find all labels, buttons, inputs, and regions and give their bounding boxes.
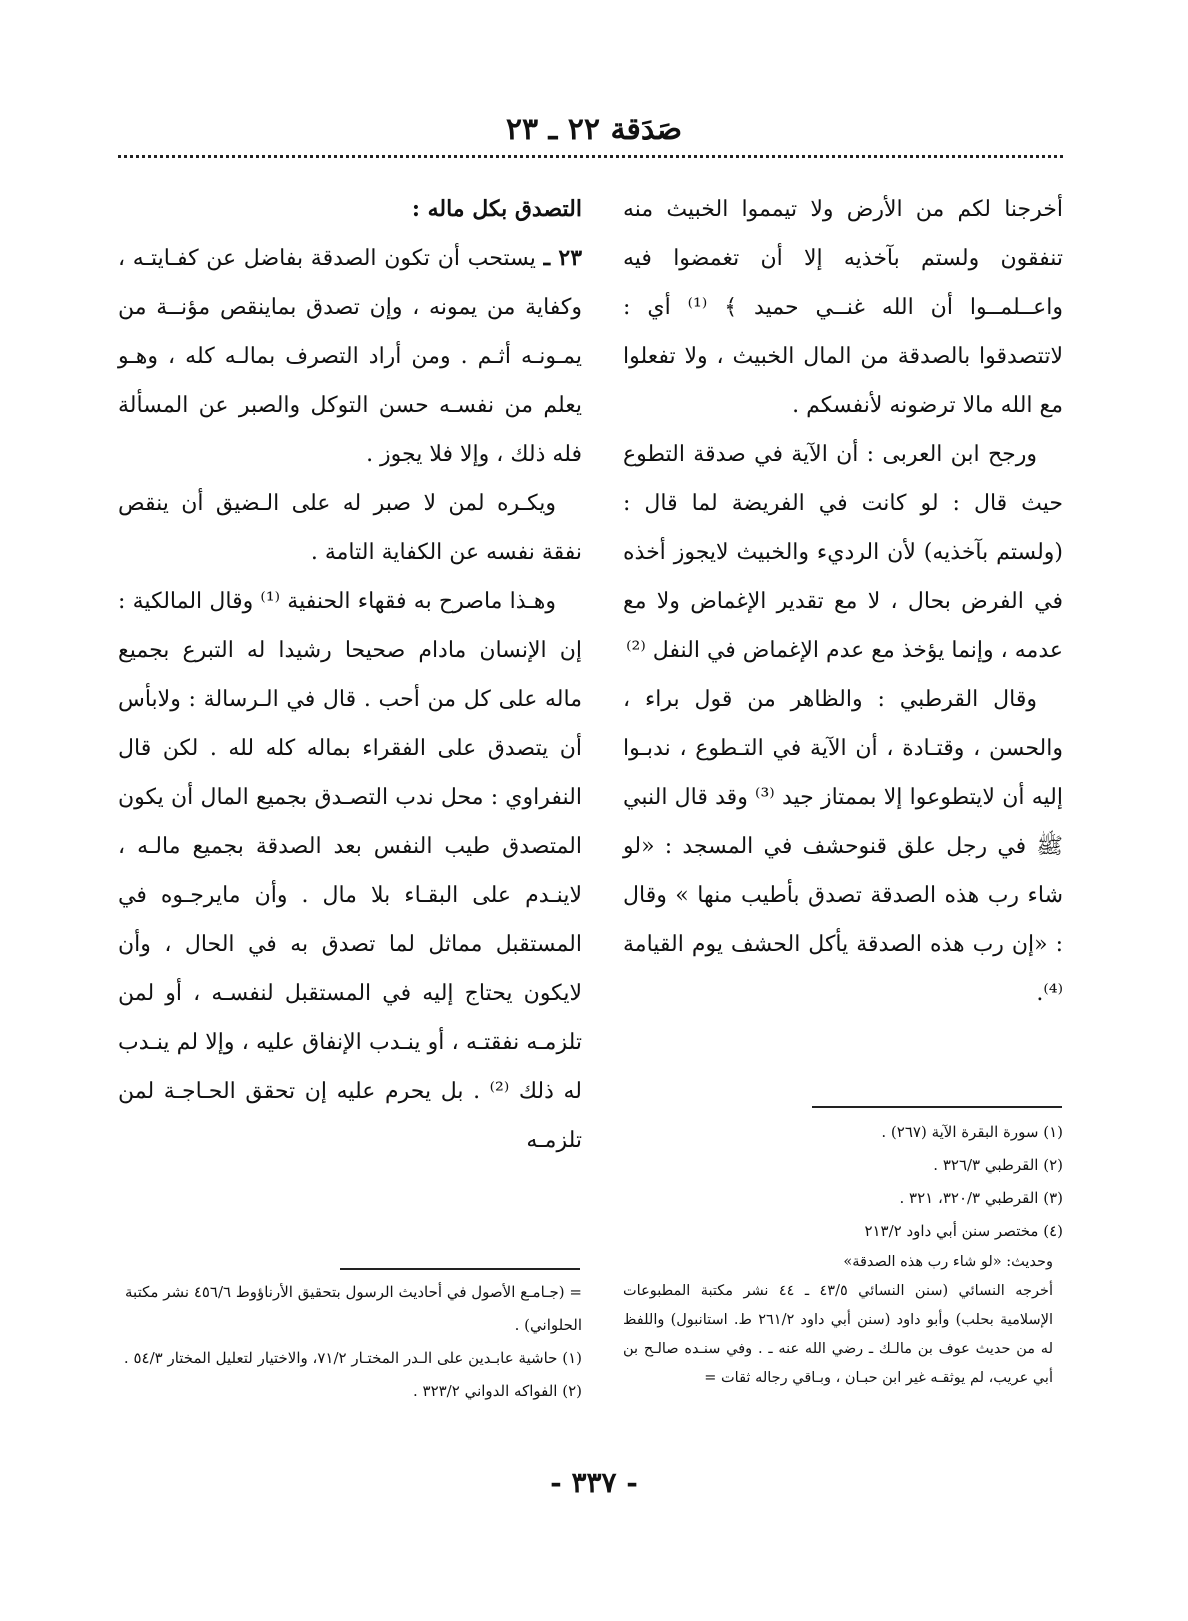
footnote-divider: [340, 1268, 580, 1270]
footnote: (١) سورة البقرة الآية (٢٦٧) .: [881, 1123, 1063, 1141]
section-heading: التصدق بكل ماله :: [411, 196, 582, 222]
footnote: = (جـامـع الأصول في أحاديث الرسول بتحقيق الأرناؤوط ٤٥٦/٦ نشر مكتبة الحلواني) .: [125, 1283, 582, 1334]
footnote-continuation: أخرجه النسائي (سنن النسائي ٤٣/٥ ـ ٤٤ نشر مكتبة المطبوعات الإسلامية بحلب) وأبو داود (سنن أبي داود ٢٦١/٢ ط. استانبول) واللفظ له من حديث عوف بن مالـك ـ رضي الله عنه ـ . وفي سنـده صالـح بن أبي عريب، لم يوثقـه غير ابن حبـان ، وبـاقي رجاله ثقات =: [623, 1283, 1054, 1386]
paragraph: وقال القرطبي : والظاهر من قول براء ، والحسن ، وقتـادة ، أن الآية في التـطوع ، ندبـوا إليه أن لايتطوعوا إلا بممتاز جيد ⁽³⁾ وقد قال النبي ﷺ في رجل علق قنوحشف في المسجد : «لو شاء رب هذه الصدقة تصدق بأطيب منها » وقال : «إن رب هذه الصدقة يأكل الحشف يوم القيامة ⁽⁴⁾.: [623, 687, 1063, 1006]
left-footnotes: [118, 1276, 582, 1408]
footnote: (٤) مختصر سنن أبي داود ٢١٣/٢: [864, 1222, 1063, 1240]
item-number: ٢٣ ـ: [543, 245, 583, 271]
footnote: (١) حاشية عابـدين على الـدر المختـار ٧١/٢، والاختيار لتعليل المختار ٥٤/٣ .: [123, 1349, 582, 1367]
paragraph: ويكـره لمن لا صبر له على الـضيق أن ينقص نفقة نفسه عن الكفاية التامة .: [118, 491, 582, 565]
footnote: (٢) القرطبي ٣٢٦/٣ .: [933, 1156, 1063, 1174]
paragraph-text: يستحب أن تكون الصدقة بفاضل عن كفـايتـه ، وكفاية من يمونه ، وإن تصدق بماينقص مؤنــة من يمـونـه أثـم . ومن أراد التصرف بمالـه كله ، وهـو يعلم من نفسـه حسن التوكل والصبر عن المسألة فله ذلك ، وإلا فلا يجوز .: [118, 246, 582, 467]
paragraph: ورجح ابن العربى : أن الآية في صدقة التطوع حيث قال : لو كانت في الفريضة لما قال : (ولستم بآخذيه) لأن الرديء والخبيث لايجوز أخذه في الفرض بحال ، لا مع تقدير الإغماض ولا مع عدمه ، وإنما يؤخذ مع عدم الإغماض في النفل ⁽²⁾: [623, 442, 1063, 663]
header-dotted-divider: [118, 155, 1063, 158]
footnote: (٣) القرطبي ٣٢٠/٣، ٣٢١ .: [899, 1189, 1063, 1207]
numbered-paragraph: [118, 234, 582, 479]
running-header-title: صَدَقة ٢٢ ـ ٢٣: [505, 112, 683, 147]
paragraph: وهـذا ماصرح به فقهاء الحنفية ⁽¹⁾ وقال المالكية : إن الإنسان مادام صحيحا رشيدا له التبرع بجميع ماله على كل من أحب . قال في الـرسالة : ولابأس أن يتصدق على الفقراء بماله كله لله . لكن قال النفراوي : محل ندب التصـدق بجميع المال أن يكون المتصدق طيب النفس بعد الصدقة بجميع مالـه ، لاينـدم على البقـاء بلا مال . وأن مايرجـوه في المستقبل مماثل لما تصدق به في الحال ، وأن لايكون يحتاج إليه في المستقبل لنفسـه ، أو لمن تلزمـه نفقتـه ، أو ينـدب الإنفاق عليه ، وإلا لم ينـدب له ذلك ⁽²⁾ . بل يحرم عليه إن تحقق الحـاجـة لمن تلزمـه: [118, 589, 582, 1153]
right-text-column: [623, 185, 1063, 1018]
footnote-continuation: وحديث: «لو شاء رب هذه الصدقة»: [843, 1254, 1053, 1270]
footnote: (٢) الفواكه الدواني ٣٢٣/٢ .: [412, 1382, 582, 1400]
left-text-column: [118, 185, 582, 1165]
footnote-divider: [812, 1106, 1062, 1108]
page-number: - ٣٣٧ -: [550, 1466, 638, 1499]
right-footnotes: [623, 1116, 1063, 1393]
paragraph: أخرجنا لكم من الأرض ولا تيمموا الخبيث منه تنفقون ولستم بآخذيه إلا أن تغمضوا فيه واعــلمــوا أن الله غنــي حميد ﴾ ⁽¹⁾ أي : لاتتصدقوا بالصدقة من المال الخبيث ، ولا تفعلوا مع الله مالا ترضونه لأنفسكم .: [623, 197, 1063, 418]
